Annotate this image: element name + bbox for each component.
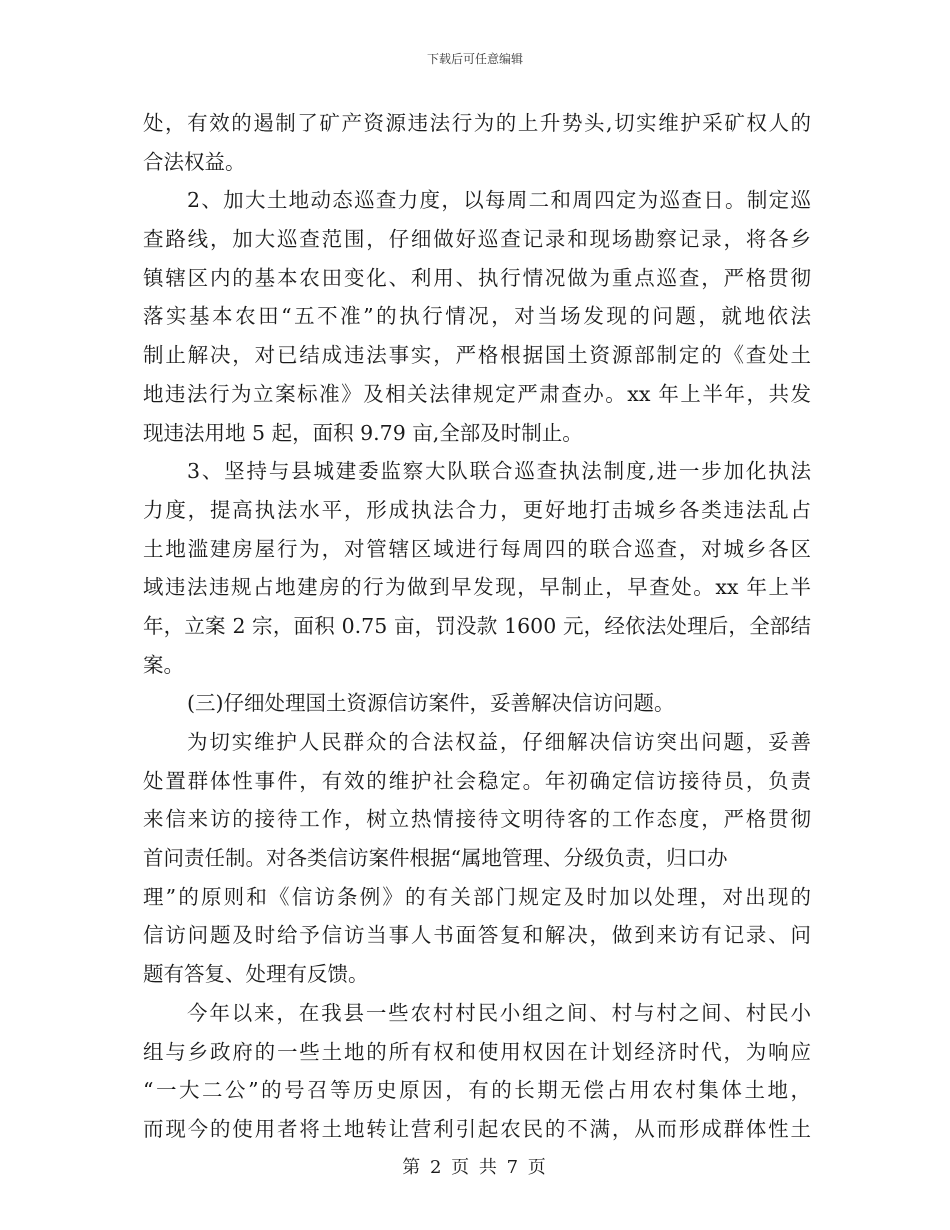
text-line: 信访问题及时给予信访当事人书面答复和解决，做到来访有记录、问 — [143, 923, 811, 948]
text-line: 案。 — [143, 652, 184, 677]
text-line: 理”的原则和《信访条例》的有关部门规定及时加以处理，对出现的 — [143, 884, 811, 909]
text-line: 题有答复、处理有反馈。 — [143, 962, 369, 987]
text-line: 土地滥建房屋行为，对管辖区域进行每周四的联合巡查，对城乡各区 — [143, 536, 811, 561]
text-line: 处，有效的遏制了矿产资源违法行为的上升势头,切实维护采矿权人的 — [143, 111, 811, 135]
text-line: 首问责任制。对各类信访案件根据“属地管理、分级负责，归口办 — [143, 846, 728, 871]
text-line: 而现今的使用者将土地转让营利引起农民的不满，从而形成群体性土 — [143, 1116, 811, 1141]
text-line: 年，立案 2 宗，面积 0.75 亩，罚没款 1600 元，经依法处理后，全部结 — [143, 613, 811, 638]
text-line: 组与乡政府的一些土地的所有权和使用权因在计划经济时代，为响应 — [143, 1039, 811, 1064]
text-line: 地违法行为立案标准》及相关法律规定严肃查办。xx 年上半年，共发 — [143, 381, 811, 406]
text-line: 今年以来，在我县一些农村村民小组之间、村与村之间、村民小 — [187, 1000, 811, 1025]
text-line: 镇辖区内的基本农田变化、利用、执行情况做为重点巡查，严格贯彻 — [143, 265, 811, 290]
text-line: “一大二公”的号召等历史原因，有的长期无偿占用农村集体土地， — [143, 1078, 811, 1103]
text-line: 现违法用地 5 起，面积 9.79 亩,全部及时制止。 — [143, 420, 583, 445]
text-line: 落实基本农田“五不准”的执行情况，对当场发现的问题，就地依法 — [143, 304, 811, 329]
document-body — [143, 104, 811, 1149]
header-note: 下载后可任意编辑 — [426, 52, 523, 66]
text-line: 制止解决，对已结成违法事实，严格根据国土资源部制定的《查处土 — [143, 343, 811, 368]
text-line: 查路线，加大巡查范围，仔细做好巡查记录和现场勘察记录，将各乡 — [143, 227, 811, 252]
text-line: 域违法违规占地建房的行为做到早发现，早制止，早查处。xx 年上半 — [143, 575, 811, 600]
text-line: 2、加大土地动态巡查力度，以每周二和周四定为巡查日。制定巡 — [187, 188, 811, 213]
page-number: 第 2 页 共 7 页 — [402, 1157, 548, 1178]
text-line: (三)仔细处理国土资源信访案件，妥善解决信访问题。 — [187, 691, 675, 716]
text-line: 力度，提高执法水平，形成执法合力，更好地打击城乡各类违法乱占 — [143, 497, 811, 522]
text-line: 为切实维护人民群众的合法权益，仔细解决信访突出问题，妥善 — [187, 730, 811, 754]
text-line: 来信来访的接待工作，树立热情接待文明待客的工作态度，严格贯彻 — [143, 807, 811, 832]
text-line: 合法权益。 — [143, 149, 246, 174]
text-line: 3、坚持与县城建委监察大队联合巡查执法制度,进一步加化执法 — [187, 459, 811, 484]
text-line: 处置群体性事件，有效的维护社会稳定。年初确定信访接待员，负责 — [143, 768, 811, 793]
